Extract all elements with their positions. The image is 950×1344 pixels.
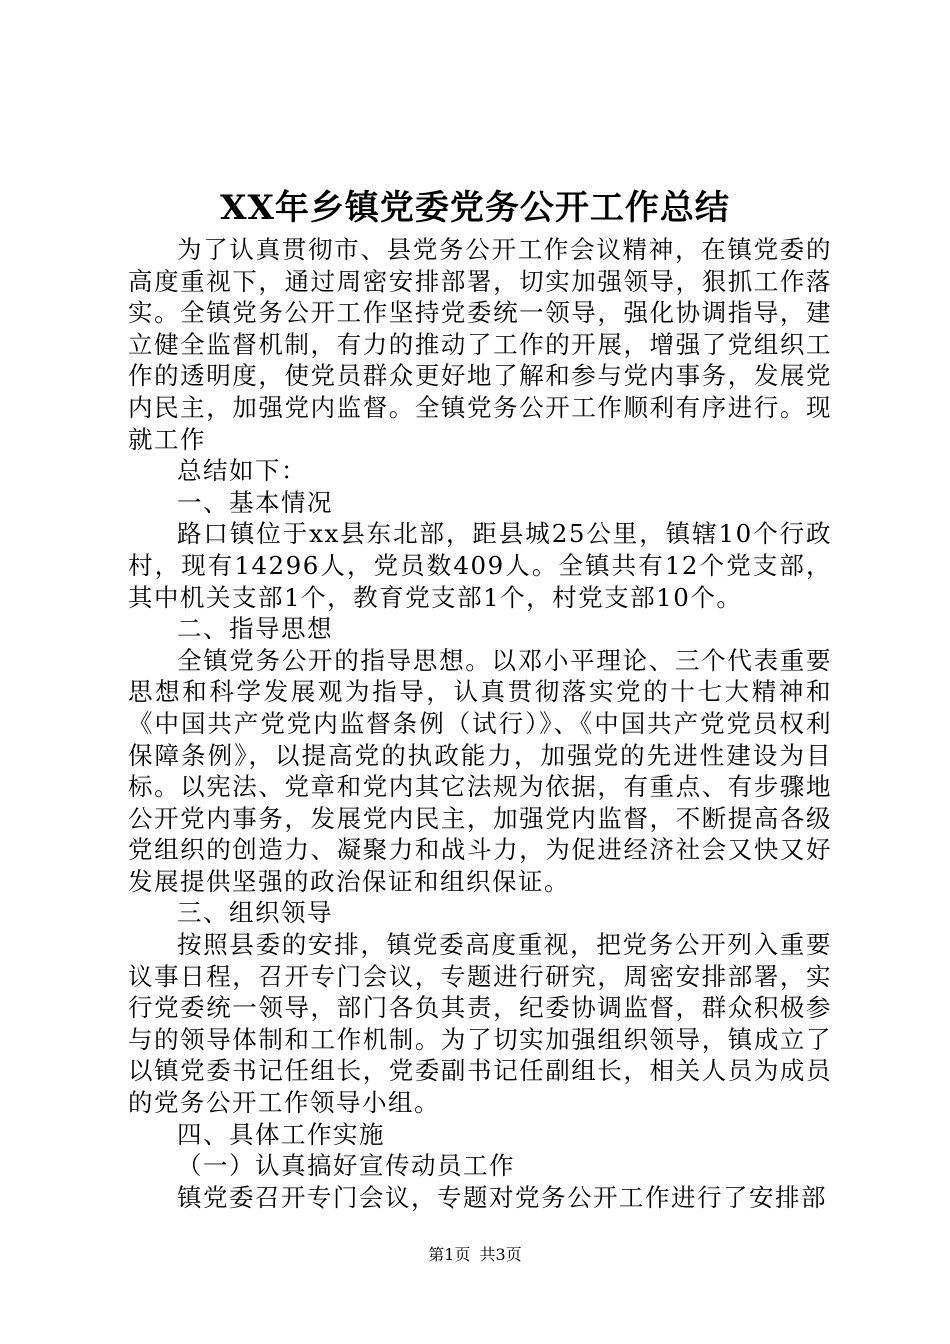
document-body [128, 234, 832, 1213]
paragraph: 为了认真贯彻市、县党务公开工作会议精神，在镇党委的高度重视下，通过周密安排部署，切实加强领导，狠抓工作落实。全镇党务公开工作坚持党委统一领导，强化协调指导，建立健全监督机制，有力的推动了工作的开展，增强了党组织工作的透明度，使党员群众更好地了解和参与党内事务，发展党内民主，加强党内监督。全镇党务公开工作顺利有序进行。现就工作 [128, 235, 832, 454]
subsection-heading: （一）认真搞好宣传动员工作 [177, 1151, 515, 1181]
page-footer [0, 1244, 950, 1266]
section-heading: 四、具体工作实施 [177, 1119, 385, 1149]
page-total: 共3页 [479, 1245, 522, 1264]
paragraph: 镇党委召开专门会议，专题对党务公开工作进行了安排部 [177, 1182, 827, 1212]
document-title: XX年乡镇党委党务公开工作总结 [220, 188, 730, 228]
paragraph: 全镇党务公开的指导思想。以邓小平理论、三个代表重要思想和科学发展观为指导，认真贯彻落实党的十七大精神和《中国共产党党内监督条例（试行）》、《中国共产党党员权利保障条例》，以提高党的执政能力，加强党的先进性建设为目标。以宪法、党章和党内其它法规为依据，有重点、有步骤地公开党内事务，发展党内民主，加强党内监督，不断提高各级党组织的创造力、凝聚力和战斗力，为促进经济社会又快又好发展提供坚强的政治保证和组织保证。 [128, 645, 832, 896]
paragraph: 路口镇位于xx县东北部，距县城25公里，镇辖10个行政村，现有14296人，党员数409人。全镇共有12个党支部，其中机关支部1个，教育党支部1个，村党支部10个。 [128, 519, 832, 612]
section-heading: 二、指导思想 [177, 614, 333, 644]
page-number: 第1页 [428, 1245, 471, 1264]
section-heading: 一、基本情况 [177, 487, 333, 517]
paragraph: 按照县委的安排，镇党委高度重视，把党务公开列入重要议事日程，召开专门会议，专题进行研究，周密安排部署，实行党委统一领导，部门各负其责，纪委协调监督，群众积极参与的领导体制和工作机制。为了切实加强组织领导，镇成立了以镇党委书记任组长，党委副书记任副组长，相关人员为成员的党务公开工作领导小组。 [128, 930, 832, 1118]
paragraph: 总结如下： [177, 456, 307, 486]
section-heading: 三、组织领导 [177, 898, 333, 928]
